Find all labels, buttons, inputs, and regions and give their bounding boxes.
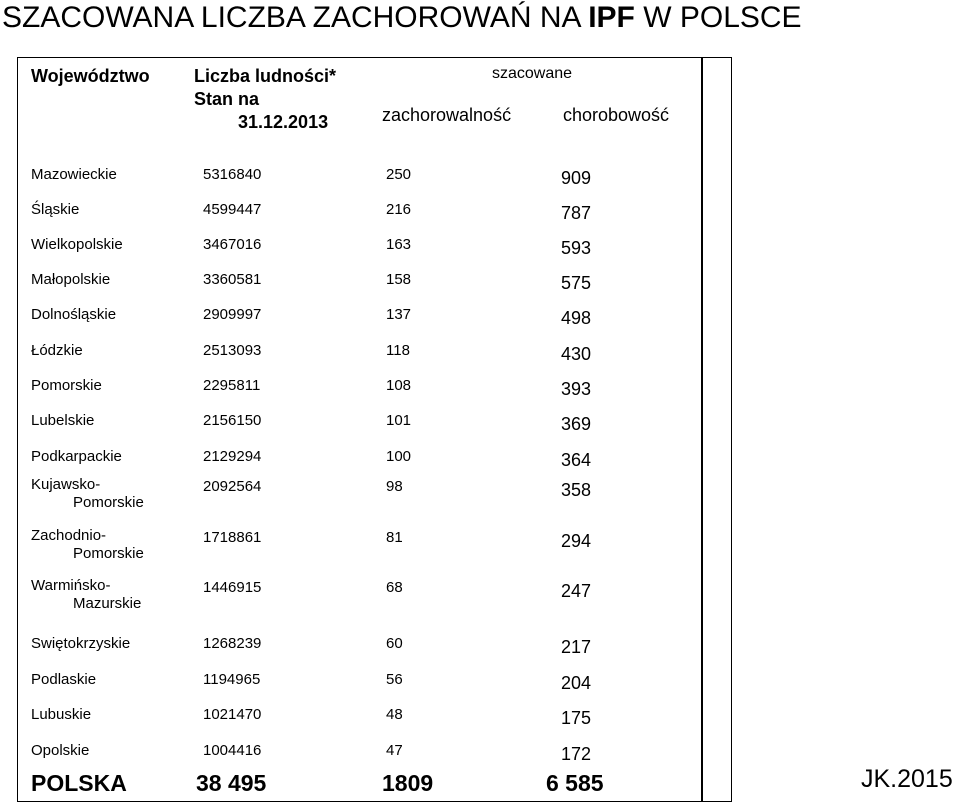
region-name: Małopolskie [31,271,111,288]
header-estimated-group: szacowane [492,65,573,82]
region-name: Łódzkie [31,342,83,359]
region-name: Opolskie [31,742,90,759]
population-value: 3360581 [203,271,262,288]
prevalence-value: 575 [561,273,592,293]
prevalence-value: 909 [561,168,592,188]
total-incidence: 1809 [382,770,434,796]
region-name: Pomorskie [31,377,102,394]
incidence-value: 60 [386,635,403,652]
title-suffix: W POLSCE [634,1,802,34]
population-value: 3467016 [203,236,262,253]
prevalence-value: 369 [561,414,592,434]
prevalence-value: 204 [561,673,592,693]
population-value: 1004416 [203,742,262,759]
population-value: 2909997 [203,306,262,323]
prevalence-value: 364 [561,450,592,470]
table-row [0,440,960,474]
prevalence-value: 175 [561,708,592,728]
header-region: Województwo [31,66,150,86]
region-name [31,476,144,512]
prevalence-value: 247 [561,581,592,601]
total-prevalence: 6 585 [546,770,604,796]
table-row [0,334,960,368]
region-name-line2: Mazurskie [73,595,142,612]
total-label: POLSKA [31,770,127,796]
region-name [31,527,144,563]
total-population: 38 495 [196,770,267,796]
header-population-line1: Liczba ludności* [194,66,337,86]
incidence-value: 118 [386,342,410,359]
population-value: 2156150 [203,412,262,429]
population-value: 4599447 [203,201,262,218]
table-row [0,369,960,403]
incidence-value: 216 [386,201,412,218]
title-highlight: IPF [588,1,635,34]
table-row [0,734,960,768]
incidence-value: 137 [386,306,412,323]
prevalence-value: 787 [561,203,592,223]
population-value: 2295811 [203,377,261,394]
header-population-line2: Stan na [194,89,260,109]
population-value: 2092564 [203,478,262,495]
table-row [0,228,960,262]
incidence-value: 48 [386,706,403,723]
population-value: 1446915 [203,579,262,596]
region-name: Dolnośląskie [31,306,117,323]
region-name: Wielkopolskie [31,236,123,253]
incidence-value: 56 [386,671,403,688]
region-name: Śląskie [31,201,80,218]
region-name: Podlaskie [31,671,97,688]
prevalence-value: 393 [561,379,592,399]
table-row [0,698,960,732]
prevalence-value: 294 [561,531,592,551]
region-name-line1: Zachodnio- [31,527,107,544]
incidence-value: 47 [386,742,403,759]
page-title [2,0,802,36]
incidence-value: 101 [386,412,412,429]
incidence-value: 98 [386,478,403,495]
region-name-line1: Kujawsko- [31,476,101,493]
population-value: 2129294 [203,448,262,465]
region-name-line2: Pomorskie [73,494,144,511]
prevalence-value: 430 [561,344,592,364]
incidence-value: 250 [386,166,412,183]
table-row [0,298,960,332]
table-row [0,663,960,697]
table-row [0,404,960,438]
population-value: 1021470 [203,706,262,723]
population-value: 1718861 [203,529,262,546]
population-value: 5316840 [203,166,262,183]
title-prefix: SZACOWANA LICZBA ZACHOROWAŃ NA [2,1,589,34]
prevalence-value: 358 [561,480,592,500]
population-value: 1194965 [203,671,261,688]
incidence-value: 163 [386,236,412,253]
total-row [0,770,960,804]
region-name: Swiętokrzyskie [31,635,131,652]
region-name: Podkarpackie [31,448,122,465]
prevalence-value: 593 [561,238,592,258]
population-value: 1268239 [203,635,262,652]
incidence-value: 100 [386,448,412,465]
prevalence-value: 217 [561,637,592,657]
table-row [0,577,960,625]
header-prevalence: chorobowość [563,105,670,125]
incidence-value: 68 [386,579,403,596]
table-row [0,263,960,297]
prevalence-value: 498 [561,308,592,328]
region-name: Lubelskie [31,412,95,429]
author-signature: JK.2015 [861,765,953,793]
table-row [0,527,960,575]
region-name-line1: Warmińsko- [31,577,111,594]
table-row [0,476,960,524]
header-population-line3: 31.12.2013 [238,112,329,132]
region-name-line2: Pomorskie [73,545,144,562]
header-incidence: zachorowalność [382,105,512,125]
region-name: Mazowieckie [31,166,117,183]
incidence-value: 158 [386,271,412,288]
incidence-value: 108 [386,377,412,394]
table-row [0,193,960,227]
table-row [0,627,960,661]
region-name: Lubuskie [31,706,92,723]
table-row [0,158,960,192]
incidence-value: 81 [386,529,403,546]
region-name [31,577,141,613]
population-value: 2513093 [203,342,262,359]
prevalence-value: 172 [561,744,592,764]
